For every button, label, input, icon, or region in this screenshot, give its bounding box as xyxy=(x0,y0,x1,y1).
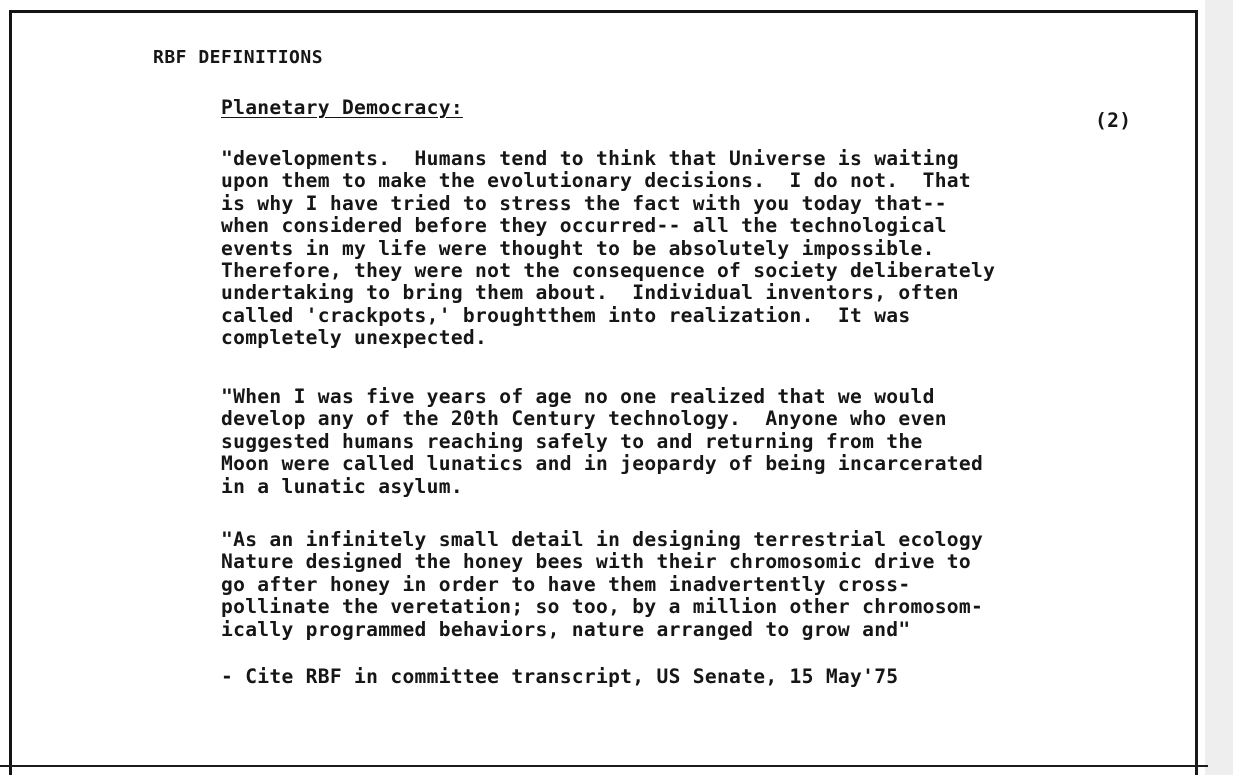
paragraph-line: suggested humans reaching safely to and returning from the xyxy=(221,429,923,453)
citation: - Cite RBF in committee transcript, US Senate, 15 May'75 xyxy=(221,665,899,688)
paragraph-line: Moon were called lunatics and in jeopardy of being incarcerated xyxy=(221,452,984,476)
paragraph-line: develop any of the 20th Century technology. Anyone who even xyxy=(221,407,947,431)
paragraph-line: completely unexpected. xyxy=(221,326,488,350)
paragraph-line: "When I was five years of age no one realized that we would xyxy=(221,385,935,408)
page-number: (2) xyxy=(1095,109,1132,132)
paragraph-1 xyxy=(221,148,995,350)
document-heading: RBF DEFINITIONS xyxy=(153,47,324,68)
paragraph-line: Nature designed the honey bees with their chromosomic drive to xyxy=(221,550,971,574)
paragraph-2 xyxy=(221,386,983,498)
paragraph-line: upon them to make the evolutionary decisions. I do not. That xyxy=(221,169,971,193)
paragraph-line: "As an infinitely small detail in designing terrestrial ecology xyxy=(221,528,984,551)
paragraph-line: pollinate the veretation; so too, by a million other chromosom- xyxy=(221,595,984,619)
bottom-rule xyxy=(0,765,1208,767)
paragraph-3 xyxy=(221,529,983,641)
paragraph-line: Therefore, they were not the consequence of society deliberately xyxy=(221,259,996,283)
paragraph-line: undertaking to bring them about. Individual inventors, often xyxy=(221,281,959,305)
paragraph-line: called 'crackpots,' broughtthem into realization. It was xyxy=(221,303,911,327)
paragraph-line: is why I have tried to stress the fact with you today that-- xyxy=(221,191,947,215)
paragraph-line: "developments. Humans tend to think that Universe is waiting xyxy=(221,147,959,170)
definition-term: Planetary Democracy: xyxy=(221,96,463,119)
paragraph-line: go after honey in order to have them inadvertently cross- xyxy=(221,572,911,596)
paragraph-line: ically programmed behaviors, nature arranged to grow and" xyxy=(221,617,911,641)
paragraph-line: events in my life were thought to be absolutely impossible. xyxy=(221,236,935,260)
scan-margin xyxy=(1205,0,1233,775)
paragraph-line: when considered before they occurred-- all the technological xyxy=(221,214,947,238)
paragraph-line: in a lunatic asylum. xyxy=(221,474,463,498)
